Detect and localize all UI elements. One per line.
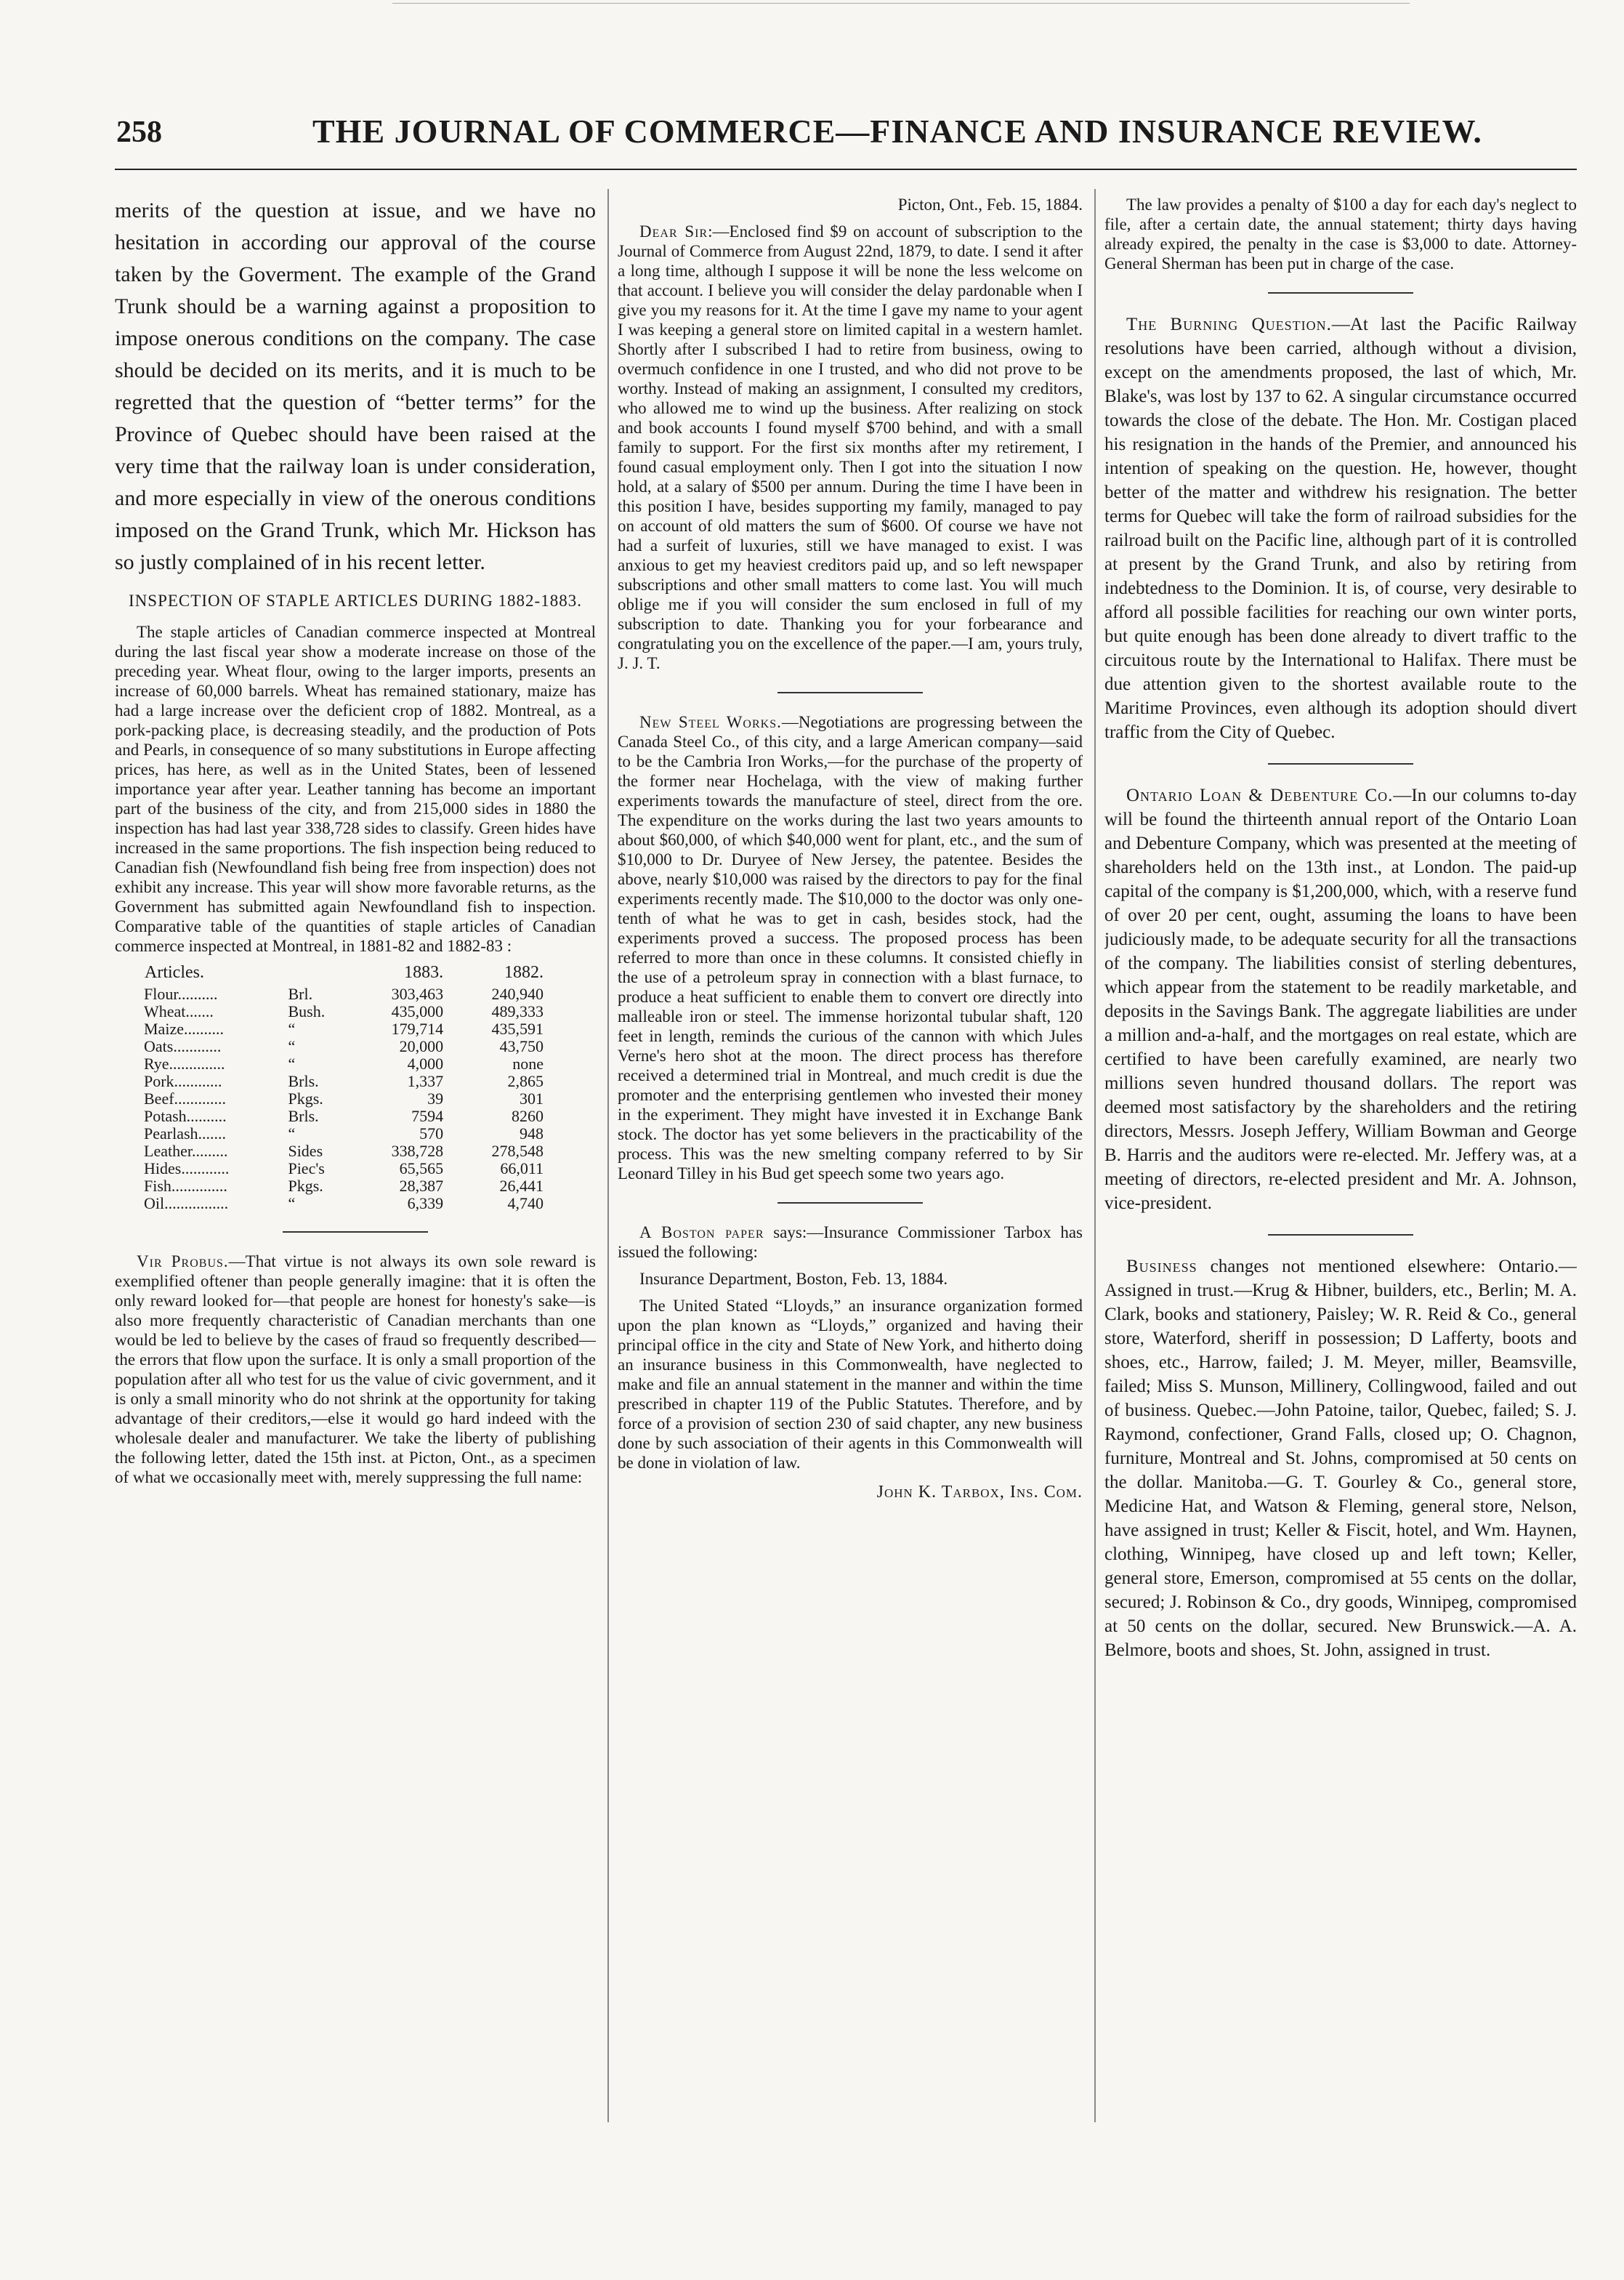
ontario-loan-article [1104, 784, 1577, 1215]
column-divider-1 [607, 189, 609, 2122]
unit-cell: “ [288, 1194, 296, 1212]
value-1883-cell: 1,337 [407, 1072, 444, 1090]
business-changes-title: Business [1126, 1257, 1197, 1276]
table-header: 1882. [504, 963, 544, 982]
burning-question-title: The Burning Question. [1126, 315, 1332, 334]
unit-cell: Sides [288, 1142, 323, 1160]
inspection-heading: INSPECTION OF STAPLE ARTICLES DURING 1882-1883. [129, 592, 582, 610]
value-1883-cell: 28,387 [399, 1177, 444, 1195]
letter-text: :—Enclosed find $9 on account of subscription to the Journal of Commerce from August 22nd, 1879, to date. I send it after a long time, although I suppose it will be none the less welcome on that account. I believe you will consider the delay pardonable when I give you my reasons for it. At the time I gave my name to your agent I was keeping a general store on limited capital in a western hamlet. Shortly after I subscribed I had to retire from business, owing to overmuch confidence in one I trusted, and who did not prove to be worthy. Instead of making an assignment, I consulted my creditors, who allowed me to wind up the business. After realizing on stock and book accounts I found myself $700 behind, and with a small family to support. For the first six months after my retirement, I found casual employment only. Then I got into the situation I now hold, at a salary of $500 per annum. During the time I have been in this position I have, besides supporting my family, managed to pay on account of old matters the sum of $600. Of course we have not had a surfeit of luxuries, still we have managed to exist. I was anxious to get my heaviest creditors paid up, and so left newspaper subscriptions and other small matters to come last. You will much oblige me if you will consider the sum enclosed in full of my subscription to date. Thanking you for your forbearance and congratulating you on the excellence of the paper.—I am, yours truly, J. J. T. [618, 222, 1083, 672]
letter-salutation: Dear Sir [639, 222, 708, 241]
value-1882-cell: 948 [520, 1124, 544, 1143]
value-1882-cell: 43,750 [499, 1037, 544, 1055]
section-divider [1268, 763, 1413, 765]
business-changes-article [1104, 1254, 1577, 1662]
table-body [144, 986, 551, 1212]
section-divider [283, 1231, 428, 1233]
ontario-loan-text: —In our columns to-day will be found the thirteenth annual report of the Ontario Loan and Debenture Company, which was presented at the meeting of shareholders held on the 13th inst., at London. The paid-up capital of the company is $1,200,000, which, with a reserve fund of over 20 per cent, ought, assuming the loans to have been judiciously made, to be adequate security for all the transactions of the company. The liabilities consist of sterling debentures, which appear from the statement to be readily marketable, and deposits in the Savings Bank. The aggregate liabilities are under a million and-a-half, and the mortgages on real estate, which are certified to have been carefully examined, are nearly two millions seven hundred thousand dollars. The report was deemed most satisfactory by the shareholders and the retiring directors, Messrs. Joseph Jeffery, William Bowman and George B. Harris and the auditors were re-elected. Mr. Jeffery was, at a meeting of directors, re-elected president and Mr. A. Johnson, vice-president. [1104, 786, 1577, 1213]
steel-works-title: New Steel Works. [639, 713, 782, 731]
letter-place-date: Picton, Ont., Feb. 15, 1884. [897, 196, 1083, 214]
unit-cell: Pkgs. [288, 1089, 323, 1108]
article-name-cell: Wheat....... [144, 1002, 214, 1020]
value-1883-cell: 6,339 [407, 1194, 444, 1212]
article-name-cell: Pearlash....... [144, 1124, 227, 1143]
unit-cell: Brl. [288, 985, 313, 1003]
article-name-cell: Fish.............. [144, 1177, 227, 1195]
vir-probus-text: —That virtue is not always its own sole reward is exemplified oftener than people generally imagine: that it is often the only reward looked for—that people are honest for honesty's sake—is also more frequently characteristic of Canadian merchants than one would be led to believe by the cases of fraud so frequently described—the errors that flow upon the surface. It is only a small proportion of the population after all who test for us the value of civic government, and it is only a small minority who do not shrink at the opportunity for taking advantage of their creditors,—else it would go hard indeed with the wholesale dealer and manufacturer. We take the liberty of publishing the following letter, dated the 15th inst. at Picton, Ont., as a specimen of what we occasionally meet with, merely suppressing the full name: [115, 1252, 596, 1486]
boston-signature: John K. Tarbox, Ins. Com. [876, 1483, 1083, 1502]
article-name-cell: Pork............ [144, 1072, 222, 1090]
value-1882-cell: 26,441 [499, 1177, 544, 1195]
unit-cell: Piec's [288, 1159, 325, 1177]
table-header: Articles. [145, 963, 204, 982]
table-row [144, 1195, 551, 1212]
value-1883-cell: 570 [419, 1124, 444, 1143]
table-row [144, 1108, 551, 1125]
value-1882-cell: 489,333 [491, 1002, 544, 1020]
table-header: 1883. [404, 963, 444, 982]
value-1883-cell: 7594 [411, 1107, 444, 1125]
staple-articles-table [144, 963, 551, 1212]
steel-works-article [618, 712, 1083, 1183]
table-row [144, 1160, 551, 1177]
value-1882-cell: 8260 [512, 1107, 544, 1125]
value-1883-cell: 65,565 [399, 1159, 444, 1177]
table-header [288, 963, 350, 986]
table-row [144, 1143, 551, 1160]
boston-intro: says:—Insurance Commissioner Tarbox has issued the following: [618, 1223, 1083, 1261]
header-rule [115, 169, 1577, 170]
article-name-cell: Hides............ [144, 1159, 230, 1177]
penalty-text: The law provides a penalty of $100 a day for each day's neglect to file, after a certain date, the annual statement; thirty days having already expired, the penalty in the case is $3,000 to date. Attorney-General Sherman has been put in charge of the case. [1104, 196, 1577, 273]
value-1883-cell: 20,000 [399, 1037, 444, 1055]
editorial-conclusion: merits of the question at issue, and we have no hesitation in according our approval of the course taken by the Goverment. The example of the Grand Trunk should be a warning against a proposition to impose onerous conditions on the company. The case should be decided on its merits, and it is much to be regretted that the question of “better terms” for the Province of Quebec should have been raised at the very time that the railway loan is under consideration, and more especially in view of the onerous conditions imposed on the Grand Trunk, which Mr. Hickson has so justly complained of in his recent letter. [115, 198, 596, 574]
table-row [144, 1055, 551, 1073]
section-divider [777, 692, 923, 693]
top-fold-rule [392, 3, 1410, 4]
article-name-cell: Flour.......... [144, 985, 218, 1003]
burning-question-article [1104, 313, 1577, 744]
table-row [144, 1177, 551, 1195]
section-divider [1268, 292, 1413, 294]
unit-cell: Brls. [288, 1072, 319, 1090]
page-number: 258 [116, 116, 162, 149]
section-divider [1268, 1234, 1413, 1236]
burning-question-text: —At last the Pacific Railway resolutions have been carried, although without a division, except on the amendments proposed, the last of which, Mr. Blake's, was lost by 137 to 62. A singular circumstance occurred towards the close of the debate. The Hon. Mr. Costigan placed his resignation in the hands of the Premier, and announced his intention of speaking on the question. He, however, thought better of the matter and withdrew his resignation. The better terms for Quebec will take the form of railroad subsidies for the railroad built on the Pacific line, although part of it is controlled at present by the Grand Trunk, and also by retiring from indebtedness to the Dominion. It is, of course, very desirable to afford all possible facilities for reaching our own winter ports, but quite enough has been done already to divert traffic to the circuitous route by the International to Halifax. There must be due attention given to the shortest available route to the Maritime Provinces, even although its adoption should divert traffic from the City of Quebec. [1104, 315, 1577, 742]
value-1882-cell: 301 [520, 1089, 544, 1108]
value-1883-cell: 303,463 [391, 985, 444, 1003]
boston-title: A Boston paper [639, 1223, 764, 1241]
value-1883-cell: 338,728 [391, 1142, 444, 1160]
column-1 [115, 195, 596, 2121]
business-changes-text: changes not mentioned elsewhere: Ontario.—Assigned in trust.—Krug & Hibner, builders, etc., Berlin; M. A. Clark, books and stationery, Paisley; W. R. Reid & Co., general store, Waterford, sheriff in possession; D Lafferty, boots and shoes, etc., Harrow, failed; J. M. Meyer, miller, Beamsville, failed; Miss S. Munson, Millinery, Collingwood, failed and out of business. Quebec.—John Patoine, tailor, Quebec, failed; S. J. Raymond, confectioner, Grand Falls, closed up; O. Chagnon, furniture, Montreal and St. Johns, compromised at 50 cents on the dollar. Manitoba.—G. T. Gourley & Co., general store, Medicine Hat, and Watson & Fleming, general store, Nelson, have assigned in trust; Keller & Fiscit, hotel, and Wm. Haynen, clothing, Winnipeg, have closed up and left town; Keller, general store, Emerson, compromised at 55 cents on the dollar, secured; J. Robinson & Co., dry goods, Winnipeg, compromised at 50 cents on the dollar, secured. New Brunswick.—A. A. Belmore, boots and shoes, St. John, assigned in trust. [1104, 1257, 1577, 1660]
inspection-text: The staple articles of Canadian commerce inspected at Montreal during the last fiscal year show a moderate increase on those of the preceding year. Wheat flour, owing to the larger imports, presents an increase of 60,000 barrels. Wheat has remained stationary, maize has had a large increase over the deficient crop of 1882. Montreal, as a pork-packing place, is decreasing steadily, and the production of Pots and Pearls, in consequence of so many substitutions in Europe affecting prices, has here, as well as in the United States, been of lessened importance year after year. Leather tanning has become an important part of the business of the city, and from 215,000 sides in 1880 the inspection has had last year 338,728 sides to classify. Green hides have increased in the same proportions. The fish inspection being reduced to Canadian fish (Newfoundland fish being free from inspection) does not exhibit any increase. This year will show more favorable returns, as the Government has submitted again Newfoundland fish to inspection. Comparative table of the quantities of staple articles of Canadian commerce inspected at Montreal, in 1881-82 and 1882-83 : [115, 623, 596, 955]
value-1882-cell: 66,011 [500, 1159, 544, 1177]
unit-cell: Brls. [288, 1107, 319, 1125]
value-1882-cell: 435,591 [491, 1020, 544, 1038]
vir-probus-title: Vir Probus. [137, 1252, 229, 1270]
value-1883-cell: 179,714 [391, 1020, 444, 1038]
table-row [144, 1020, 551, 1038]
vir-probus-article [115, 1252, 596, 1487]
unit-cell: Bush. [288, 1002, 326, 1020]
article-name-cell: Maize.......... [144, 1020, 224, 1038]
value-1882-cell: none [512, 1055, 544, 1073]
unit-cell: “ [288, 1037, 296, 1055]
column-3 [1104, 195, 1577, 2143]
value-1883-cell: 4,000 [407, 1055, 444, 1073]
column-2 [618, 195, 1083, 2143]
steel-works-text: —Negotiations are progressing between the Canada Steel Co., of this city, and a large American company—said to be the Cambria Iron Works,—for the purchase of the property of the former near Hochelaga, with the view of making further experiments towards the manufacture of steel, direct from the ore. The expenditure on the works during the last two years amounts to about $60,000, of which $40,000 went for plant, etc., and the sum of $10,000 to Dr. Duryee of New Jersey, the patentee. Besides the above, nearly $10,000 was raised by the directors to pay for the final experiments recently made. The $10,000 to the doctor was only one-tenth of what he was to get in cash, besides stock, had the experiments proved a success. The proposed process has been referred to more than once in these columns. It consisted chiefly in the use of a petroleum spray in connection with a blast furnace, to produce a heat sufficient to enable them to convert ore directly into malleable iron or steel. The immense horizontal tubular shaft, 120 feet in length, reminds the curious of the cannon with which Jules Verne's hero shot at the moon. The direct process has therefore received a determined trial in Montreal, and much credit is due the promoter and the enterprising gentlemen who invested their money in the experiment. They might have invested it in Exchange Bank stock. The doctor has yet some believers in the practicability of the process. This was the new smelting company referred to by Sir Leonard Tilley in his Bud get speech some two years ago. [618, 713, 1083, 1183]
journal-title: THE JOURNAL OF COMMERCE—FINANCE AND INSURANCE REVIEW. [312, 113, 1482, 150]
value-1883-cell: 39 [427, 1089, 444, 1108]
value-1882-cell: 2,865 [507, 1072, 544, 1090]
ontario-loan-title: Ontario Loan & Debenture Co. [1126, 786, 1394, 805]
table-row [144, 1090, 551, 1108]
article-name-cell: Potash.......... [144, 1107, 227, 1125]
value-1882-cell: 278,548 [491, 1142, 544, 1160]
boston-text: The United Stated “Lloyds,” an insurance organization formed upon the plan known as “Lloyds,” organized and having their principal office in the city and State of New York, and hitherto doing an insurance business in this Commonwealth, have neglected to make and file an annual statement in the manner and within the time prescribed in chapter 119 of the Public Statutes. Therefore, and by force of a provision of section 230 of said chapter, any new business done by such association of their agents in this Commonwealth will be done in violation of law. [618, 1297, 1083, 1472]
article-name-cell: Beef............. [144, 1089, 227, 1108]
value-1883-cell: 435,000 [391, 1002, 444, 1020]
unit-cell: Pkgs. [288, 1177, 323, 1195]
value-1882-cell: 4,740 [507, 1194, 544, 1212]
table-header-row [144, 963, 551, 986]
unit-cell: “ [288, 1124, 296, 1143]
article-name-cell: Oats............ [144, 1037, 222, 1055]
article-name-cell: Rye.............. [144, 1055, 225, 1073]
table-row [144, 1073, 551, 1090]
letter-body [618, 222, 1083, 673]
page-header [116, 109, 1482, 160]
unit-cell: “ [288, 1020, 296, 1038]
article-name-cell: Oil................ [144, 1194, 229, 1212]
table-row [144, 986, 551, 1003]
value-1882-cell: 240,940 [491, 985, 544, 1003]
table-row [144, 1125, 551, 1143]
unit-cell: “ [288, 1055, 296, 1073]
table-row [144, 1038, 551, 1055]
column-divider-2 [1094, 189, 1096, 2122]
article-name-cell: Leather......... [144, 1142, 228, 1160]
boston-dateline: Insurance Department, Boston, Feb. 13, 1884. [639, 1270, 948, 1288]
section-divider [777, 1202, 923, 1204]
table-row [144, 1003, 551, 1020]
boston-article [618, 1222, 1083, 1262]
